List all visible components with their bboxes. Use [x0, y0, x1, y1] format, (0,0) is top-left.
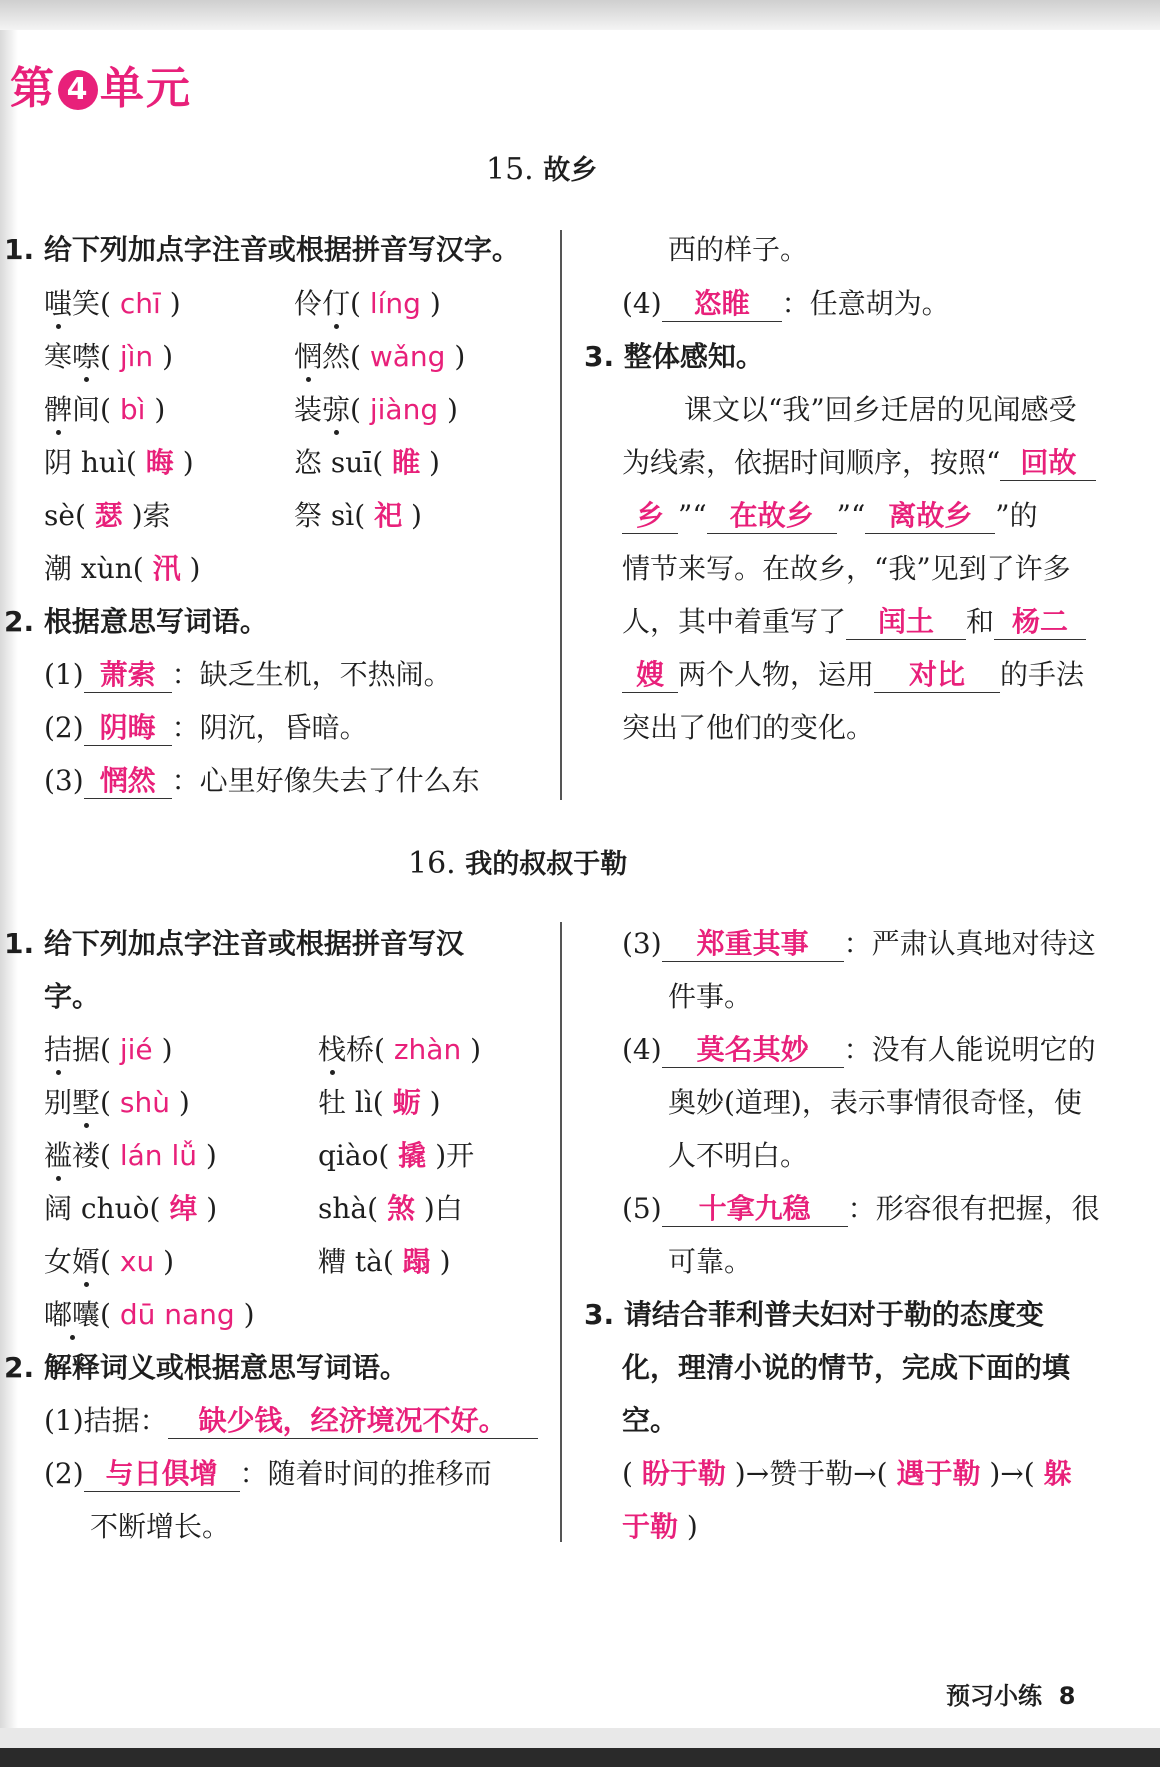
l16-explain-5: (5) 十拿九稳 ：形容很有把握，很 — [622, 1192, 1100, 1225]
l15-word-10: 祭 sì( 祀 ) — [294, 499, 422, 532]
l16-word-7: 阔 chuò( 绰 ) — [44, 1192, 218, 1225]
l16-plot-flow: ( 盼于勒 )→赞于勒→( 遇于勒 )→( 躲 — [622, 1457, 1072, 1490]
l16-explain-4-cont: 奥妙(道理)，表示事情很奇怪，使 — [668, 1086, 1082, 1119]
l16-word-5: 褴褛( lán lǚ ) — [44, 1139, 217, 1172]
l15-def-4: (4) 恣睢 ：任意胡为。 — [622, 287, 950, 320]
l16-word-8: shà( 煞 )白 — [318, 1192, 463, 1225]
top-shadow — [0, 0, 1160, 30]
l15-def-2: (2) 阴晦 ：阴沉，昏暗。 — [44, 711, 368, 744]
l15-para-line-6: 嫂 两个人物，运用 对比 的手法 — [622, 657, 1084, 693]
l15-def-3-cont: 西的样子。 — [668, 233, 809, 266]
l15-q3-prompt: 3. 整体感知。 — [584, 340, 764, 373]
l16-word-9: 女婿( xu ) — [44, 1245, 175, 1278]
l16-explain-2-cont: 不断增长。 — [90, 1510, 231, 1543]
l15-word-1: 嗤笑( chī ) — [44, 287, 181, 320]
l15-def-1: (1) 萧索 ：缺乏生机，不热闹。 — [44, 658, 452, 691]
l15-q2-prompt: 2. 根据意思写词语。 — [4, 605, 268, 638]
bottom-bar — [0, 1748, 1160, 1767]
l16-explain-4: (4) 莫名其妙 ：没有人能说明它的 — [622, 1033, 1096, 1066]
page-footer: 预习小练 8 — [946, 1682, 1076, 1710]
l15-para-line-1: 课文以“我”回乡迁居的见闻感受 — [684, 393, 1077, 426]
l15-word-2: 伶仃( líng ) — [294, 287, 441, 320]
l16-explain-1: (1)拮据： 缺少钱，经济境况不好。 — [44, 1403, 538, 1439]
l15-para-line-4: 情节来写。在故乡，“我”见到了许多 — [622, 552, 1071, 585]
l16-word-11: 嘟囔( dū nang ) — [44, 1298, 255, 1331]
l16-word-1: 拮据( jié ) — [44, 1033, 173, 1066]
page-edge-shade — [0, 30, 18, 1730]
l16-explain-3-cont: 件事。 — [668, 980, 753, 1013]
l15-para-line-3: 乡 ”“ 在故乡 ”“ 离故乡 ”的 — [622, 498, 1038, 534]
l15-para-line-5: 人，其中着重写了 闰土 和 杨二 — [622, 604, 1086, 640]
l16-word-4: 牡 lì( 蛎 ) — [318, 1086, 441, 1119]
l15-def-3: (3) 惘然 ：心里好像失去了什么东 — [44, 764, 480, 797]
l15-para-line-7: 突出了他们的变化。 — [622, 711, 875, 744]
l15-word-7: 阴 huì( 晦 ) — [44, 446, 194, 479]
column-divider — [560, 230, 562, 800]
l16-explain-5-cont: 可靠。 — [668, 1245, 753, 1278]
l16-q1-prompt: 1. 给下列加点字注音或根据拼音写汉 — [4, 927, 464, 960]
column-divider-2 — [560, 922, 562, 1542]
lesson-15-title: 15. 故乡 — [486, 152, 598, 187]
l15-word-3: 寒噤( jìn ) — [44, 340, 174, 373]
l16-explain-4-cont2: 人不明白。 — [668, 1139, 809, 1172]
l16-q1-prompt-cont: 字。 — [44, 980, 101, 1013]
l16-word-3: 别墅( shù ) — [44, 1086, 190, 1119]
page-number: 8 — [1058, 1682, 1076, 1710]
l16-q3-prompt: 3. 请结合菲利普夫妇对于勒的态度变 — [584, 1298, 1044, 1331]
l15-word-9: sè( 瑟 )索 — [44, 499, 171, 532]
l16-q2-prompt: 2. 解释词义或根据意思写词语。 — [4, 1351, 408, 1384]
l16-explain-2: (2) 与日俱增 ：随着时间的推移而 — [44, 1457, 492, 1490]
l16-q3-prompt-cont: 化，理清小说的情节，完成下面的填 — [622, 1351, 1071, 1384]
l16-word-6: qiào( 撬 )开 — [318, 1139, 475, 1172]
l15-word-5: 髀间( bì ) — [44, 393, 166, 426]
page-bottom-gap — [0, 1728, 1160, 1748]
l15-q1-prompt: 1. 给下列加点字注音或根据拼音写汉字。 — [4, 233, 520, 266]
unit-number-badge: 4 — [58, 70, 98, 110]
unit-heading: 第 4 单元 — [10, 63, 192, 114]
l16-word-2: 栈桥( zhàn ) — [318, 1033, 482, 1066]
l16-word-10: 糟 tà( 蹋 ) — [318, 1245, 451, 1278]
l16-q3-prompt-cont2: 空。 — [622, 1404, 679, 1437]
l16-plot-flow-cont: 于勒 ) — [622, 1510, 698, 1543]
l15-word-4: 惘然( wǎng ) — [294, 340, 466, 373]
l16-explain-3: (3) 郑重其事 ：严肃认真地对待这 — [622, 927, 1096, 960]
l15-word-11: 潮 xùn( 汛 ) — [44, 552, 201, 585]
lesson-16-title: 16. 我的叔叔于勒 — [408, 846, 628, 881]
l15-word-6: 装弶( jiàng ) — [294, 393, 458, 426]
l15-para-line-2: 为线索，依据时间顺序，按照“ 回故 — [622, 445, 1096, 481]
l15-word-8: 恣 suī( 睢 ) — [294, 446, 440, 479]
